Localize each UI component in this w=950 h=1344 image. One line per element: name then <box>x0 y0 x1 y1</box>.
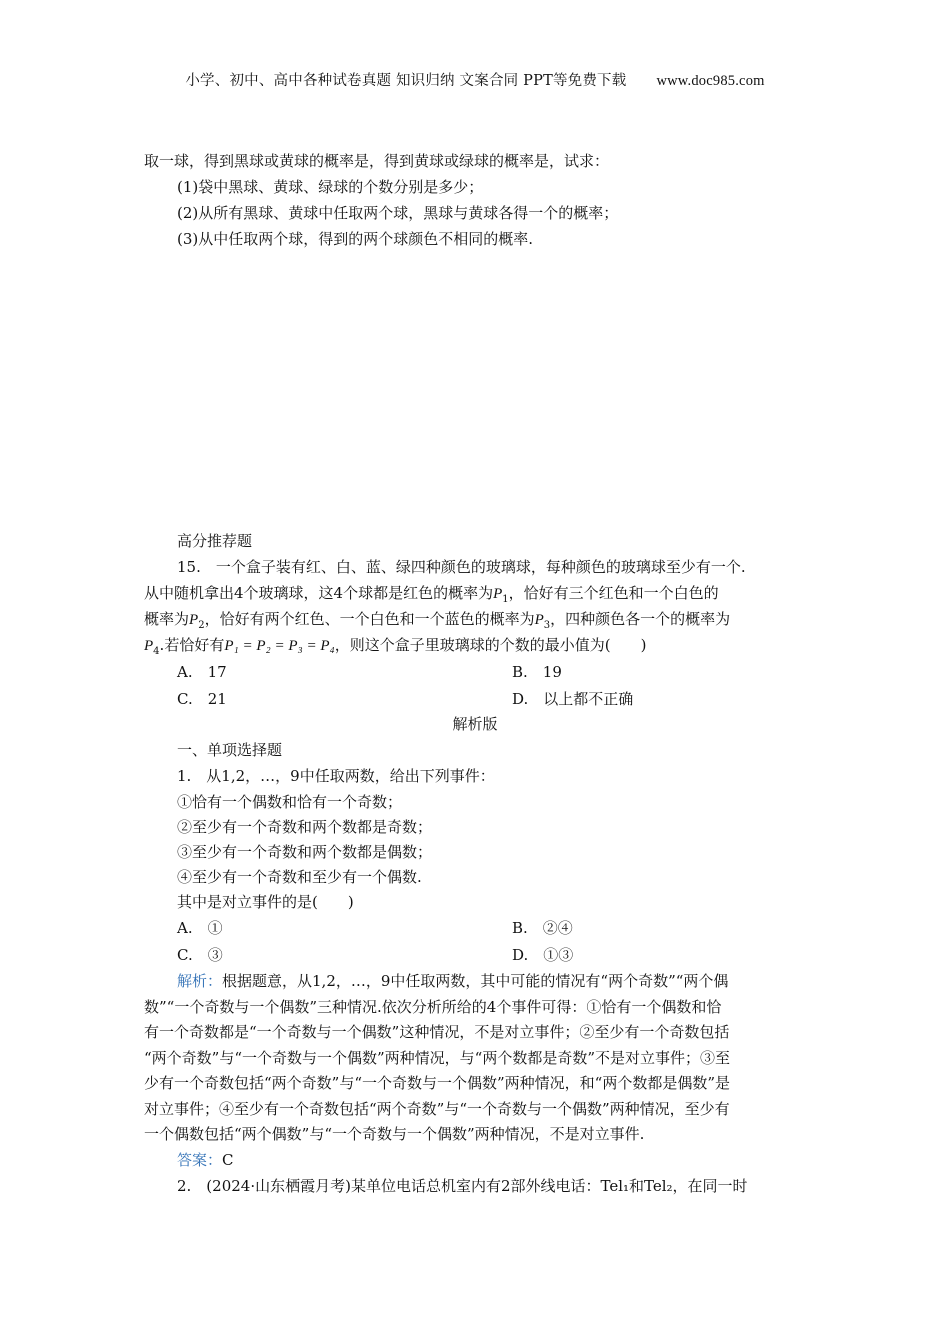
question-2-stem: 2. (2024·山东栖霞月考)某单位电话总机室内有2部外线电话：Tel₁和Tel₂，在同一时 <box>177 1177 748 1195</box>
section-single-choice: 一、单项选择题 <box>177 741 283 759</box>
q15-text: ，则这个盒子里玻璃球的个数的最小值为( ) <box>334 636 647 654</box>
q15-option-c: C. 21 <box>177 690 227 708</box>
question-15-line-3 <box>144 609 809 631</box>
sub-question-3: (3)从中任取两个球，得到的两个球颜色不相同的概率. <box>177 230 534 248</box>
q15-text: 概率为 <box>144 610 190 628</box>
q15-text: ，四种颜色各一个的概率为 <box>550 610 731 628</box>
q15-option-a: A. 17 <box>177 663 227 681</box>
subscript: 3 <box>543 620 551 631</box>
analysis-line-4: “两个奇数”与“一个奇数与一个偶数”两种情况，与“两个数都是奇数”不是对立事件；③至 <box>144 1049 731 1067</box>
event-4: ④至少有一个奇数和至少有一个偶数. <box>177 868 422 886</box>
analysis-line-5: 少有一个奇数包括“两个奇数”与“一个奇数与一个偶数”两种情况，和“两个数都是偶数”是 <box>144 1074 731 1092</box>
sub-question-2: (2)从所有黑球、黄球中任取两个球，黑球与黄球各得一个的概率； <box>177 204 619 222</box>
event-3: ③至少有一个奇数和两个数都是偶数； <box>177 843 433 861</box>
question-15-line-1: 15. 一个盒子装有红、白、蓝、绿四种颜色的玻璃球，每种颜色的玻璃球至少有一个. <box>177 558 746 576</box>
answer-label: 答案： <box>177 1151 223 1169</box>
page-header <box>0 69 950 90</box>
subscript: 1 <box>502 594 509 605</box>
header-text: 小学、初中、高中各种试卷真题 知识归纳 文案合同 PPT等免费下载 <box>185 73 627 89</box>
question-15-line-2 <box>144 583 809 605</box>
var-p: P <box>144 638 154 654</box>
analysis-line-2: 数”“一个奇数与一个偶数”三种情况.依次分析所给的4个事件可得：①恰有一个偶数和恰 <box>144 998 722 1016</box>
section-title-recommended: 高分推荐题 <box>177 532 253 550</box>
q15-option-d: D. 以上都不正确 <box>512 690 634 708</box>
equation: P₁ = P₂ = P₃ = P₄ <box>224 638 335 654</box>
event-1: ①恰有一个偶数和恰有一个奇数； <box>177 793 403 811</box>
answer-section-title: 解析版 <box>452 715 498 733</box>
subscript: 2 <box>198 620 205 631</box>
q15-text: ，恰好有三个红色和一个白色的 <box>508 584 719 602</box>
analysis-text: 根据题意，从1,2，…，9中任取两数，其中可能的情况有“两个奇数”“两个偶 <box>222 972 729 990</box>
subscript: 4 <box>153 646 160 657</box>
analysis-line-7: 一个偶数包括“两个偶数”与“一个奇数与一个偶数”两种情况，不是对立事件. <box>144 1125 645 1143</box>
answer-value: C <box>222 1151 234 1169</box>
analysis-label: 解析： <box>177 972 223 990</box>
event-2: ②至少有一个奇数和两个数都是奇数； <box>177 818 433 836</box>
q1-option-b: B. ②④ <box>512 919 573 937</box>
question-15-line-4 <box>144 635 809 657</box>
q15-text: ，恰好有两个红色、一个白色和一个蓝色的概率为 <box>204 610 535 628</box>
q1-option-a: A. ① <box>177 919 223 937</box>
analysis-line-1 <box>177 971 809 993</box>
analysis-line-3: 有一个奇数都是“一个奇数与一个偶数”这种情况，不是对立事件；②至少有一个奇数包括 <box>144 1023 730 1041</box>
answer-line <box>177 1150 842 1172</box>
question-1-stem: 1. 从1,2，…，9中任取两数，给出下列事件： <box>177 767 495 785</box>
sub-question-1: (1)袋中黑球、黄球、绿球的个数分别是多少； <box>177 178 484 196</box>
header-site[interactable]: www.doc985.com <box>656 73 765 89</box>
q1-option-c: C. ③ <box>177 946 223 964</box>
problem-text-line: 取一球，得到黑球或黄球的概率是，得到黄球或绿球的概率是，试求： <box>144 152 610 170</box>
q1-option-d: D. ①③ <box>512 946 574 964</box>
analysis-line-6: 对立事件；④至少有一个奇数包括“两个奇数”与“一个奇数与一个偶数”两种情况，至少有 <box>144 1100 730 1118</box>
var-p: P <box>493 586 503 602</box>
q15-option-b: B. 19 <box>512 663 562 681</box>
question-1-ask: 其中是对立事件的是( ) <box>177 893 354 911</box>
var-p: P <box>189 612 199 628</box>
var-p: P <box>534 612 544 628</box>
q15-text: 从中随机拿出4个玻璃球，这4个球都是红色的概率为 <box>144 584 494 602</box>
q15-text: .若恰好有 <box>159 636 225 654</box>
